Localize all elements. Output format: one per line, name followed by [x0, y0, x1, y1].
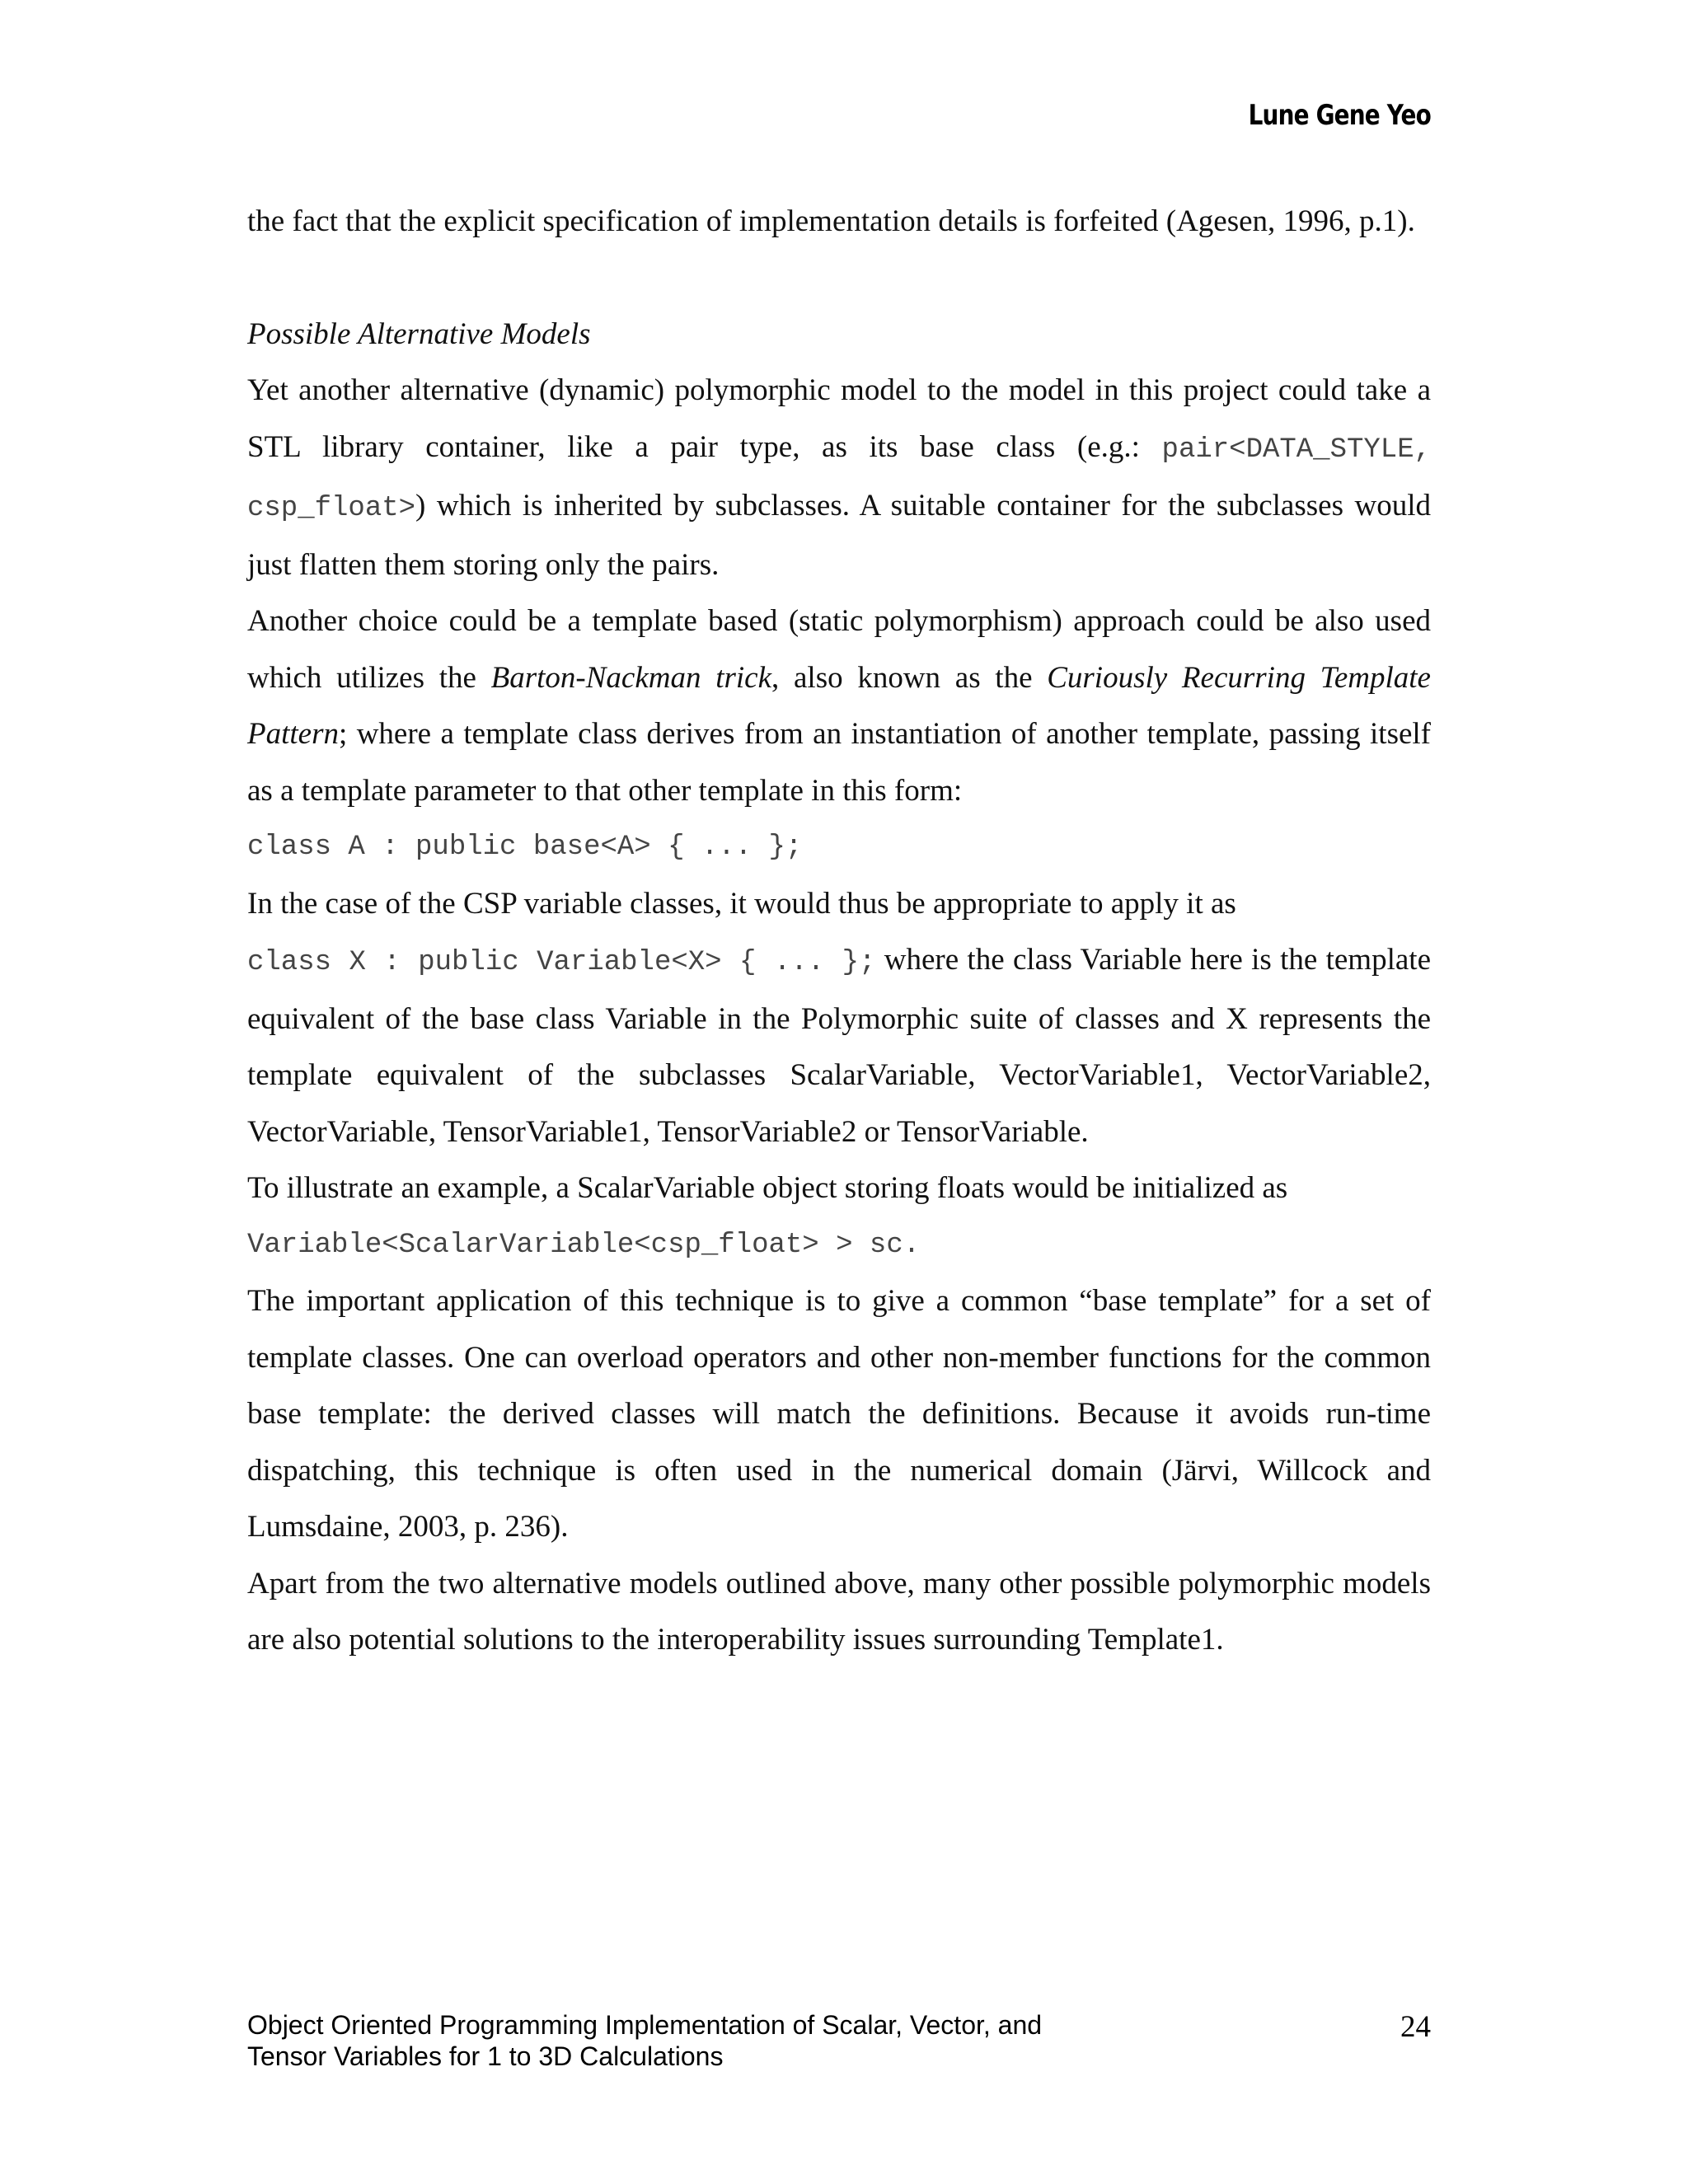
text-span: Yet another alternative (dynamic) polymorphic model to the model in this project could take a STL library container, like a pair type, as its base class (e.g.: [247, 373, 1431, 464]
term-barton-nackman: Barton-Nackman trick [490, 660, 772, 695]
paragraph-variable-template [247, 932, 1431, 1160]
inline-code-variable: class X : public Variable<X> { ... }; [247, 947, 876, 978]
footer-document-title [247, 2009, 1154, 2072]
page-number: 24 [1400, 2010, 1431, 2044]
paragraph-application: The important application of this technique is to give a common “base template” for a set of template classes. One can overload operators and other non-member functions for the common base template: the derived classes will match the definitions. Because it avoids run-time dispatching, this technique is often used in the numerical domain (Järvi, Willcock and Lumsdaine, 2003, p. 236). [247, 1284, 1431, 1544]
paragraph-csp-case: In the case of the CSP variable classes, it would thus be appropriate to apply it as [247, 886, 1236, 921]
text-span: ; where a template class derives from an instantiation of another template, passing itself as a template parameter to that other template in this form: [247, 717, 1431, 808]
text-span: Another choice could be a template based (static polymorphism) approach could be also used which utilizes the [247, 604, 1431, 695]
text-span: ) which is inherited by subclasses. A suitable container for the subclasses would just flatten them storing only the pairs. [247, 489, 1431, 582]
footer-title-line: Tensor Variables for 1 to 3D Calculations [247, 2041, 724, 2071]
main-text [247, 194, 1431, 1669]
paragraph-conclusion: Apart from the two alternative models outlined above, many other possible polymorphic models are also potential solutions to the interoperability issues surrounding Template1. [247, 1566, 1431, 1657]
code-line-base: class A : public base<A> { ... }; [247, 832, 803, 863]
paragraph-continuation: the fact that the explicit specification of implementation details is forfeited (Agesen, 1996, p.1). [247, 204, 1415, 238]
paragraph-alternative-dynamic [247, 363, 1431, 593]
text-span: where the class Variable here is the template equivalent of the base class Variable in the Polymorphic suite of classes and X represents the template equivalent of the subclasses ScalarVariable, VectorVariable1, VectorVariable2, VectorVariable, TensorVariable1, TensorVariable2 or TensorVariable. [247, 943, 1431, 1149]
inline-code-pair: pair<DATA_STYLE, csp_float> [247, 434, 1431, 524]
running-header-author: Lune Gene Yeo [1248, 99, 1431, 132]
section-subheading: Possible Alternative Models [247, 316, 591, 351]
code-line-scalar-example: Variable<ScalarVariable<csp_float> > sc. [247, 1229, 921, 1261]
paragraph-example: To illustrate an example, a ScalarVariable object storing floats would be initialized as [247, 1171, 1288, 1205]
paragraph-static-polymorphism [247, 593, 1431, 819]
paragraph-gap [247, 251, 1431, 307]
footer-title-line: Object Oriented Programming Implementation of Scalar, Vector, and [247, 2010, 1043, 2040]
term-crtp: Curiously Recurring Template Pattern [247, 660, 1431, 751]
text-span: , also known as the [771, 660, 1048, 695]
